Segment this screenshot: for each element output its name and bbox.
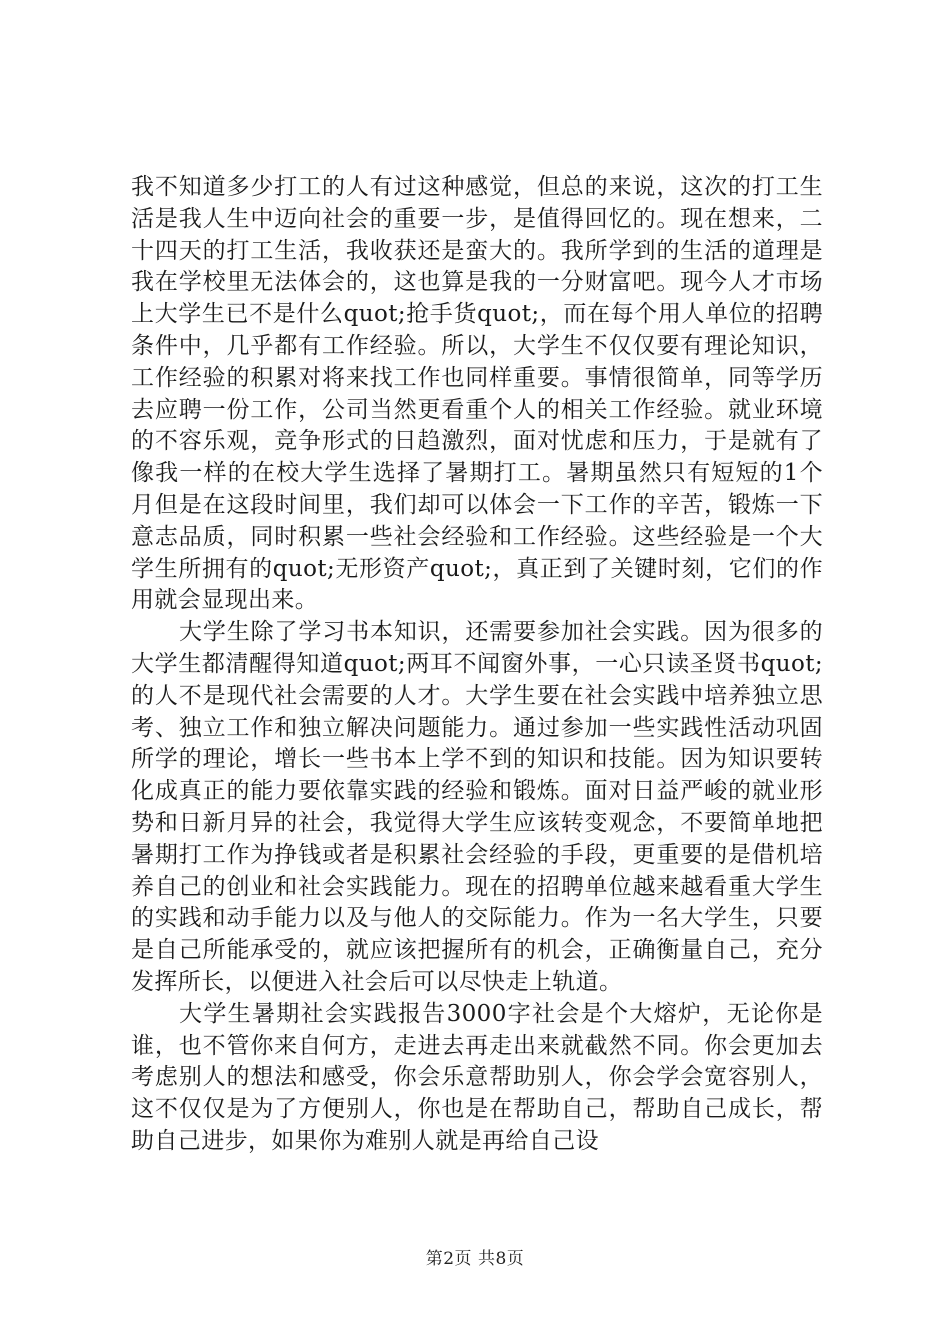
paragraph-2: 大学生除了学习书本知识，还需要参加社会实践。因为很多的大学生都清醒得知道quot;两耳不闻窗外事，一心只读圣贤书quot;的人不是现代社会需要的人才。大学生要在社会实践中培养独立思考、独立工作和独立解决问题能力。通过参加一些实践性活动巩固所学的理论，增长一些书本上学不到的知识和技能。因为知识要转化成真正的能力要依靠实践的经验和锻炼。面对日益严峻的就业形势和日新月异的社会，我觉得大学生应该转变观念，不要简单地把暑期打工作为挣钱或者是积累社会经验的手段，更重要的是借机培养自己的创业和社会实践能力。现在的招聘单位越来越看重大学生的实践和动手能力以及与他人的交际能力。作为一名大学生，只要是自己所能承受的，就应该把握所有的机会，正确衡量自己，充分发挥所长，以便进入社会后可以尽快走上轨道。 (131, 619, 823, 995)
document-body (131, 172, 823, 1158)
paragraph-3: 大学生暑期社会实践报告3000字社会是个大熔炉，无论你是谁，也不管你来自何方，走进去再走出来就截然不同。你会更加去考虑别人的想法和感受，你会乐意帮助别人，你会学会宽容别人，这不仅仅是为了方便别人，你也是在帮助自己，帮助自己成长，帮助自己进步，如果你为难别人就是再给自己设 (131, 1000, 823, 1154)
paragraph-1: 我不知道多少打工的人有过这种感觉，但总的来说，这次的打工生活是我人生中迈向社会的重要一步，是值得回忆的。现在想来，二十四天的打工生活，我收获还是蛮大的。我所学到的生活的道理是我在学校里无法体会的，这也算是我的一分财富吧。现今人才市场上大学生已不是什么quot;抢手货quot;，而在每个用人单位的招聘条件中，几乎都有工作经验。所以，大学生不仅仅要有理论知识，工作经验的积累对将来找工作也同样重要。事情很简单，同等学历去应聘一份工作，公司当然更看重个人的相关工作经验。就业环境的不容乐观，竞争形式的日趋激烈，面对忧虑和压力，于是就有了像我一样的在校大学生选择了暑期打工。暑期虽然只有短短的1个月但是在这段时间里，我们却可以体会一下工作的辛苦，锻炼一下意志品质，同时积累一些社会经验和工作经验。这些经验是一个大学生所拥有的quot;无形资产quot;，真正到了关键时刻，它们的作用就会显现出来。 (131, 174, 823, 614)
page-footer: 第2页 共8页 (425, 1249, 525, 1269)
